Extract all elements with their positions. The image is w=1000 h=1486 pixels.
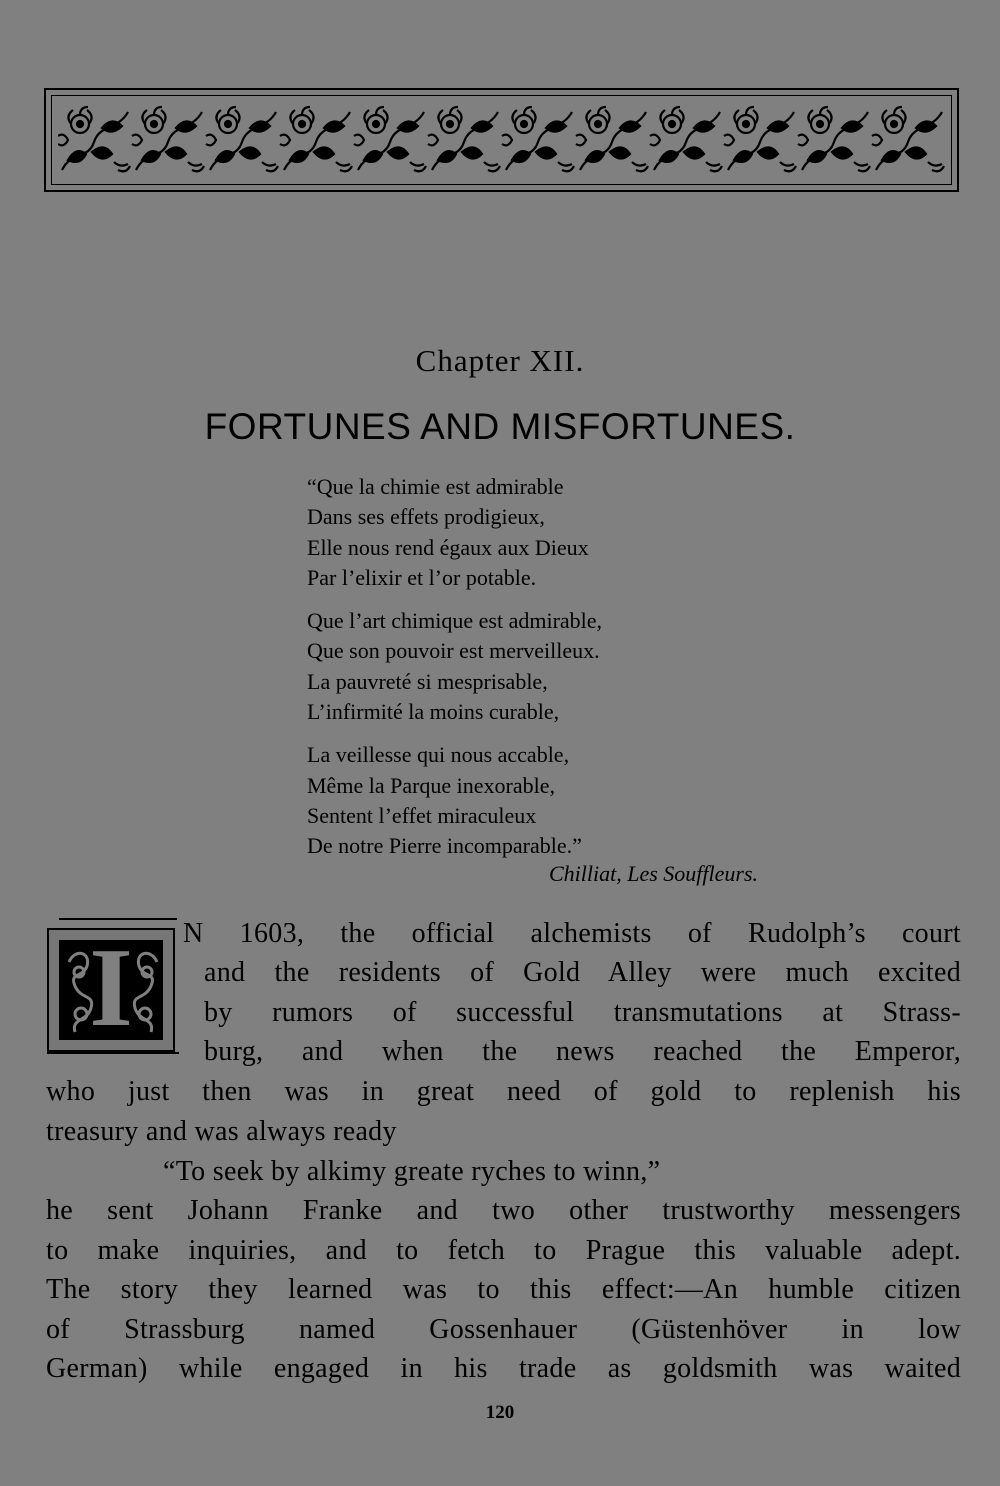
poem-stanza	[307, 606, 847, 727]
poem-stanza	[307, 472, 847, 593]
chapter-number: Chapter XII.	[415, 343, 585, 378]
poem-line: Par l’elixir et l’or potable.	[307, 564, 537, 590]
page-number: 120	[485, 1402, 515, 1423]
poem-stanza	[307, 740, 847, 861]
epigraph-poem	[307, 472, 847, 875]
poem-line: La pauvreté si mesprisable,	[307, 668, 548, 694]
epigraph-attribution: Chilliat, Les Souffleurs.	[549, 861, 759, 886]
poem-line: Que l’art chimique est admirable,	[307, 608, 603, 634]
floral-ornament-band	[44, 88, 959, 192]
poem-line: Sentent l’effet miraculeux	[307, 802, 537, 828]
poem-line: Même la Parque inexorable,	[307, 772, 556, 798]
poem-line: “Que la chimie est admirable	[307, 474, 564, 499]
poem-line: Dans ses effets prodigieux,	[307, 504, 545, 530]
quoted-line: “To seek by alkimy greate ryches to winn,”	[163, 1156, 661, 1187]
body-line: and the residents of Gold Alley were much excited	[204, 957, 961, 988]
body-line: he sent Johann Franke and two other trustworthy messengers	[46, 1195, 961, 1226]
body-line: to make inquiries, and to fetch to Prague this valuable adept.	[46, 1235, 961, 1266]
body-line: by rumors of successful transmutations at Strass-	[204, 997, 961, 1028]
body-line: who just then was in great need of gold to replenish his	[46, 1076, 961, 1107]
body-line: German) while engaged in his trade as goldsmith was waited	[46, 1353, 961, 1384]
poem-line: Que son pouvoir est merveilleux.	[307, 638, 600, 664]
body-line: The story they learned was to this effect:—An humble citizen	[46, 1274, 961, 1305]
poem-line: La veillesse qui nous accable,	[307, 742, 570, 768]
poem-line: De notre Pierre incomparable.”	[307, 833, 582, 859]
body-line: treasury and was always ready	[46, 1116, 397, 1147]
drop-cap-letter: I	[89, 926, 133, 1050]
body-line: of Strassburg named Gossenhauer (Güstenhöver in low	[46, 1314, 961, 1345]
poem-line: L’infirmité la moins curable,	[307, 699, 560, 725]
body-line: N 1603, the official alchemists of Rudolph’s court	[183, 918, 961, 949]
drop-cap	[47, 918, 179, 1056]
chapter-title: FORTUNES AND MISFORTUNES.	[204, 406, 796, 447]
poem-line: Elle nous rend égaux aux Dieux	[307, 534, 589, 560]
body-line: burg, and when the news reached the Emperor,	[204, 1036, 961, 1067]
floral-ornament-icon	[58, 100, 946, 182]
